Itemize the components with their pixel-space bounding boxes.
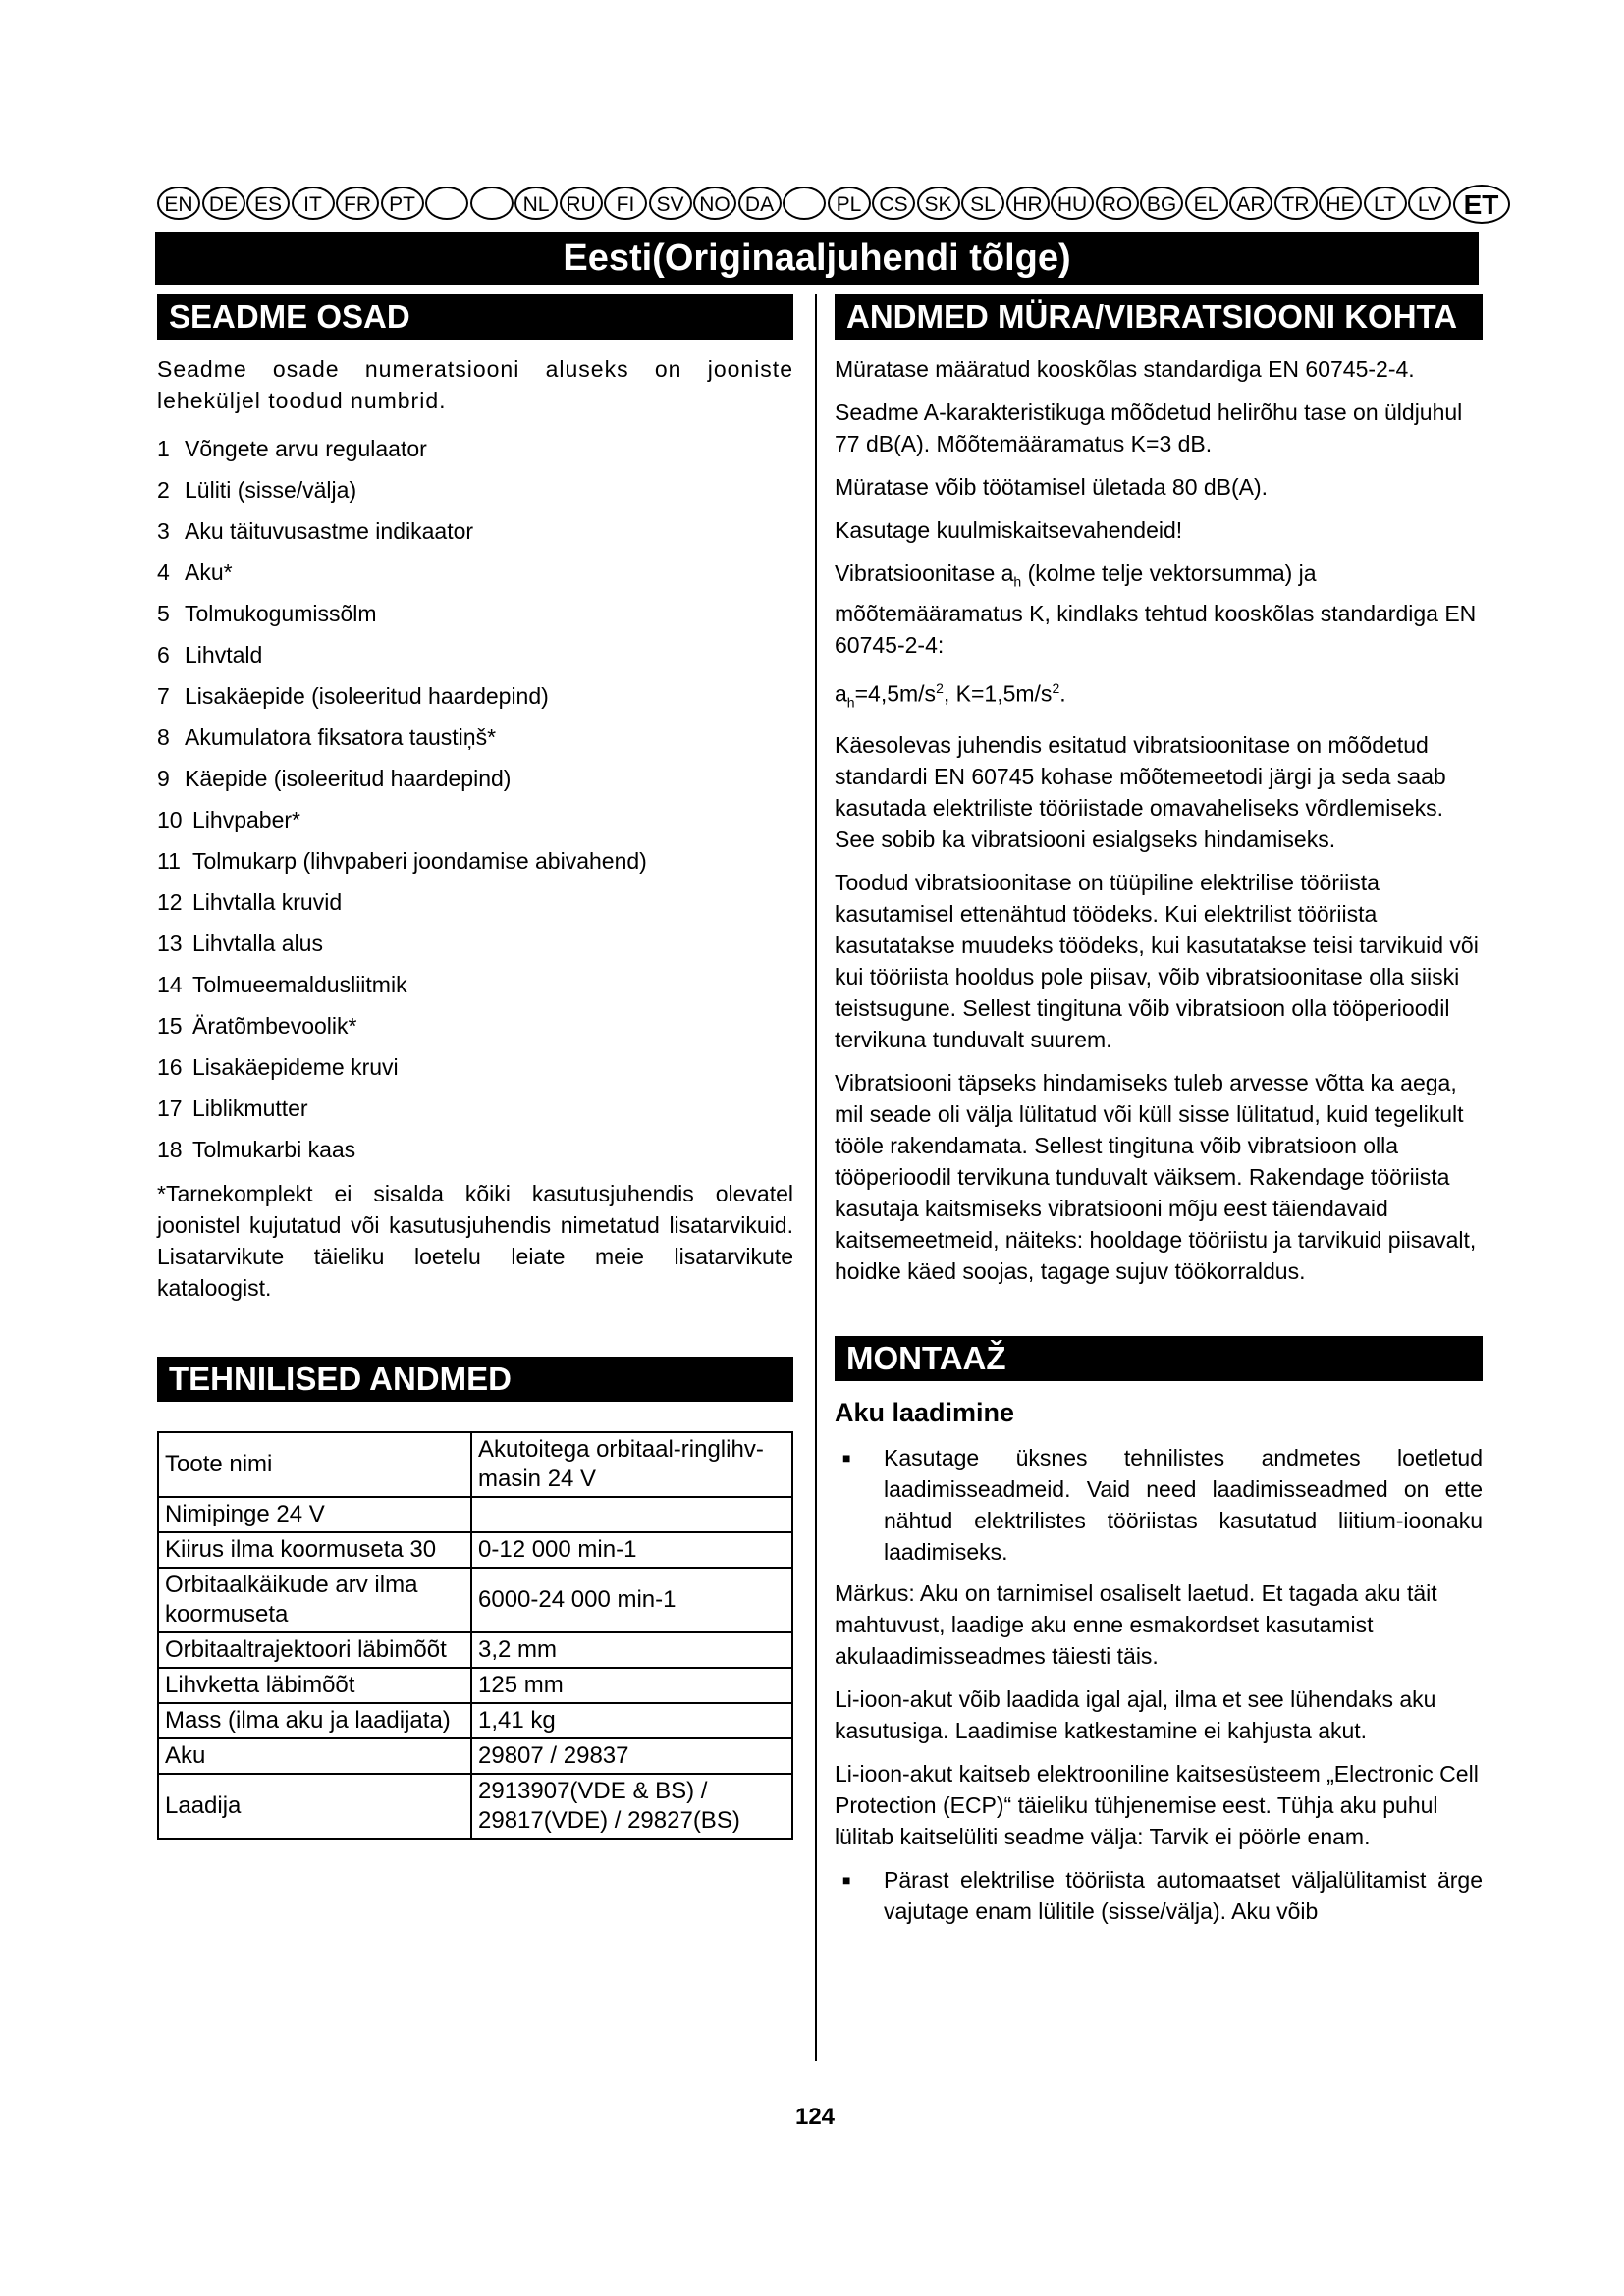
list-item: ■ Pärast elektrilise tööriista automaatset väljalülitamist ärge vajutage enam lülitile (sisse/välja). Aku võib: [835, 1864, 1483, 1927]
table-row: Orbitaaltrajektoori läbimõõt 3,2 mm: [158, 1632, 792, 1668]
lang-tab-ru[interactable]: RU: [560, 187, 603, 220]
list-item: 10 Lihvpaber*: [157, 807, 300, 832]
list-item: 5 Tolmukogumissõlm: [157, 601, 377, 626]
noise-heading: ANDMED MÜRA/VIBRATSIOONI KOHTA: [835, 294, 1483, 340]
lang-tab-da[interactable]: DA: [738, 187, 782, 220]
lang-tab-blank[interactable]: [783, 187, 826, 220]
right-column: [835, 294, 1483, 1937]
table-row: Aku 29807 / 29837: [158, 1738, 792, 1774]
lang-tab-lv[interactable]: LV: [1408, 187, 1451, 220]
bullet-square-icon: ■: [842, 1871, 851, 1888]
tech-heading: TEHNILISED ANDMED: [157, 1357, 793, 1402]
vibration-value: $a_h=4,5m/s^2$, $K=1,5m/s^2$.: [835, 679, 1066, 710]
assembly-heading: MONTAAŽ: [835, 1336, 1483, 1381]
list-item: 4 Aku*: [157, 560, 233, 585]
lang-tab-no[interactable]: NO: [693, 187, 736, 220]
lang-tab-el[interactable]: EL: [1185, 187, 1228, 220]
table-row: Mass (ilma aku ja laadijata) 1,41 kg: [158, 1703, 792, 1738]
list-item: 15 Äratõmbevoolik*: [157, 1013, 357, 1039]
lang-tab-tr[interactable]: TR: [1274, 187, 1318, 220]
vibration-assessment: Vibratsiooni täpseks hindamiseks tuleb arvesse võtta ka aega, mil seade oli välja lülitatud või küll sisse lülitatud, kuid tegelikult tööle rakendamata. Sellest tingituna võib vibratsioon olla tööperioodil tervikuna tunduvalt väiksem. Rakendage tööriista kasutaja kaitsmiseks vibratsiooni mõju eest täiendavaid kaitsemeetmeid, näiteks: hooldage tööriistu ja tarvikuid piisavalt, hoidke käed soojas, tagage sujuv töökorraldus.: [835, 1069, 1477, 1284]
list-item: 16 Lisakäepideme kruvi: [157, 1054, 399, 1080]
lang-tab-et[interactable]: ET: [1453, 185, 1510, 224]
list-item: 8 Akumulatora fiksatora taustiņš*: [157, 724, 497, 750]
noise-exceed: Müratase võib töötamisel ületada 80 dB(A).: [835, 474, 1269, 500]
table-row: Nimipinge 24 V: [158, 1497, 792, 1532]
bullet-square-icon: ■: [842, 1449, 851, 1466]
lang-tab-hr[interactable]: HR: [1006, 187, 1050, 220]
lang-tab-hu[interactable]: HU: [1051, 187, 1094, 220]
list-item: 18 Tolmukarbi kaas: [157, 1137, 356, 1162]
lang-tab-pl[interactable]: PL: [828, 187, 871, 220]
battery-charging-subheading: Aku laadimine: [835, 1397, 1015, 1427]
list-item: ■ Kasutage üksnes tehnilistes andmetes loetletud laadimisseadmeid. Vaid need laadimisseadmed on ette nähtud elektrilistes tööriistas kasutatud liitium-ioonaku laadimiseks.: [835, 1442, 1483, 1568]
lang-tab-en[interactable]: EN: [157, 187, 200, 220]
parts-list: [157, 428, 793, 1170]
list-item: 13 Lihvtalla alus: [157, 931, 323, 956]
lang-tab-sv[interactable]: SV: [649, 187, 692, 220]
list-item: 6 Lihvtald: [157, 642, 263, 667]
parts-intro: Seadme osade numeratsiooni aluseks on jooniste leheküljel toodud numbrid.: [157, 356, 793, 413]
tech-table: [157, 1431, 793, 1840]
lang-tab-sk[interactable]: SK: [917, 187, 960, 220]
table-row: Orbitaalkäikude arv ilma koormuseta 6000-24 000 min-1: [158, 1568, 792, 1632]
noise-standard: Müratase määratud kooskõlas standardiga EN 60745-2-4.: [835, 356, 1415, 382]
lang-tab-ar[interactable]: AR: [1229, 187, 1272, 220]
list-item: 1 Võngete arvu regulaator: [157, 436, 427, 461]
table-row: Lihvketta läbimõõt 125 mm: [158, 1668, 792, 1703]
list-item: 17 Liblikmutter: [157, 1095, 308, 1121]
language-tabs: [157, 185, 1499, 226]
hearing-protection: Kasutage kuulmiskaitsevahendeid!: [835, 517, 1183, 543]
list-item: 11 Tolmukarp (lihvpaberi joondamise abivahend): [157, 848, 647, 874]
charging-note: Märkus: Aku on tarnimisel osaliselt laetud. Et tagada aku täit mahtuvust, laadige aku enne esmakordset kasutamist akulaadimisseadmes täiesti täis.: [835, 1579, 1437, 1669]
lang-tab-lt[interactable]: LT: [1364, 187, 1407, 220]
shutdown-bullets: [835, 1864, 1483, 1927]
ecp-protection: Li-ioon-akut kaitseb elektrooniline kaitsesüsteem „Electronic Cell Protection (ECP)“ täieliku tühjenemise eest. Tühja aku puhul lülitab kaitselüliti seadme välja: Tarvik ei pöörle enam.: [835, 1760, 1479, 1849]
lang-tab-he[interactable]: HE: [1319, 187, 1362, 220]
vibration-measurement: Käesolevas juhendis esitatud vibratsioonitase on mõõdetud standardi EN 60745 kohase mõõtemeetodi järgi ja seda saab kasutada elektriliste tööriistade omavaheliseks võrdlemiseks. See sobib ka vibratsiooni esialgseks hindamiseks.: [835, 731, 1446, 852]
liion-charging: Li-ioon-akut võib laadida igal ajal, ilma et see lühendaks aku kasutusiga. Laadimise katkestamine ei kahjusta akut.: [835, 1685, 1436, 1743]
lang-tab-de[interactable]: DE: [202, 187, 245, 220]
list-item: 7 Lisakäepide (isoleeritud haardepind): [157, 683, 549, 709]
lang-tab-pt[interactable]: PT: [381, 187, 424, 220]
vibration-intro: Vibratsioonitase $a_h$ (kolme telje vektorsumma) ja mõõtemääramatus K, kindlaks tehtud kooskõlas standardiga EN 60745-2-4:: [835, 561, 1477, 658]
lang-tab-ro[interactable]: RO: [1096, 187, 1139, 220]
lang-tab-fi[interactable]: FI: [604, 187, 647, 220]
lang-tab-it[interactable]: IT: [292, 187, 335, 220]
lang-tab-sl[interactable]: SL: [961, 187, 1004, 220]
list-item: 9 Käepide (isoleeritud haardepind): [157, 766, 512, 791]
charging-bullets: [835, 1442, 1483, 1568]
lang-tab-bg[interactable]: BG: [1140, 187, 1183, 220]
lang-tab-es[interactable]: ES: [246, 187, 290, 220]
lang-tab-blank[interactable]: [470, 187, 514, 220]
list-item: 12 Lihvtalla kruvid: [157, 889, 343, 915]
lang-tab-nl[interactable]: NL: [514, 187, 558, 220]
list-item: 2 Lüliti (sisse/välja): [157, 477, 357, 503]
list-item: 14 Tolmueemaldusliitmik: [157, 972, 407, 997]
parts-heading: SEADME OSAD: [157, 294, 793, 340]
page-title: Eesti(Originaaljuhendi tõlge): [155, 232, 1479, 285]
noise-level: Seadme A-karakteristikuga mõõdetud helirõhu tase on üldjuhul 77 dB(A). Mõõtemääramatus K=3 dB.: [835, 400, 1463, 456]
list-item: 3 Aku täituvusastme indikaator: [157, 518, 474, 544]
parts-note: *Tarnekomplekt ei sisalda kõiki kasutusjuhendis olevatel joonistel kujutatud või kasutusjuhendis nimetatud lisatarvikuid. Lisatarvikute täieliku loetelu leiate meie lisatarvikute kataloogist.: [157, 1181, 793, 1301]
page-number: 124: [794, 2104, 836, 2130]
vibration-typical: Toodud vibratsioonitase on tüüpiline elektrilise tööriista kasutamisel ettenähtud töödeks. Kui elektrilist tööriista kasutatakse muudeks töödeks, kui kasutatakse teisi tarvikuid või kui tööriista hooldus pole piisav, võib vibratsioonitase olla siiski teistsugune. Sellest tingituna võib vibratsioon olla tööperioodil tervikuna tunduvalt suurem.: [835, 869, 1479, 1052]
left-column: [157, 294, 793, 1840]
table-row: Toote nimi Akutoitega orbitaal-ringlihv-masin 24 V: [158, 1432, 792, 1497]
table-row: Kiirus ilma koormuseta 30 0-12 000 min-1: [158, 1532, 792, 1568]
column-divider: [815, 294, 817, 2061]
lang-tab-fr[interactable]: FR: [336, 187, 379, 220]
lang-tab-blank[interactable]: [425, 187, 468, 220]
lang-tab-cs[interactable]: CS: [872, 187, 915, 220]
table-row: Laadija 2913907(VDE & BS) / 29817(VDE) / 29827(BS): [158, 1774, 792, 1839]
